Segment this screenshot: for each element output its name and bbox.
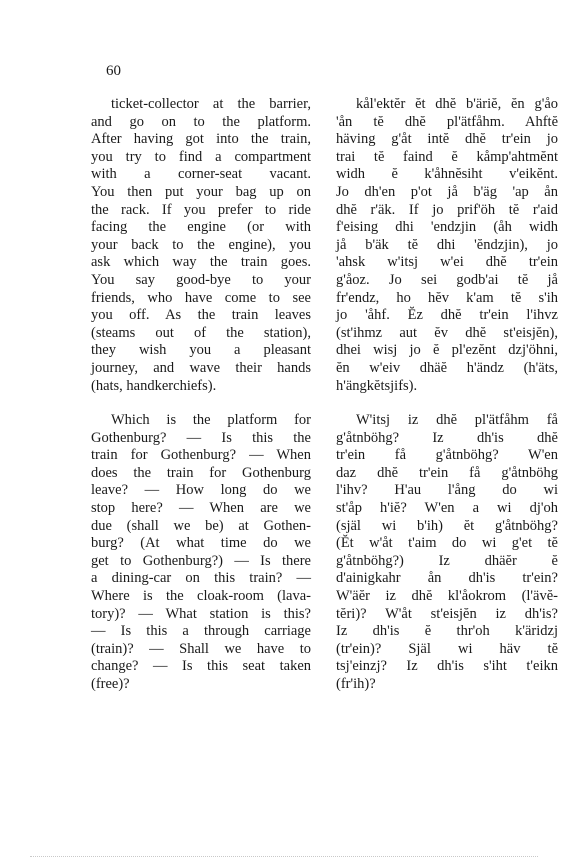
page-bottom-rule: [30, 856, 538, 857]
english-text-line: your back to the engine), you: [91, 236, 311, 253]
english-text-line: — Is this a through carriage: [91, 623, 311, 640]
english-text-line: does the train for Gothenburg: [91, 464, 311, 481]
phonetic-text-line: Jo dh'en p'ot jå b'äg 'ap ån: [336, 183, 558, 200]
english-text-line: they wish you a pleasant: [91, 342, 311, 359]
phonetic-text-line: (själ wi b'ih) ĕt g'åtnböhg?: [336, 517, 558, 534]
phonetic-text-line: widh ĕ k'åhnĕsiht v'eikĕnt.: [336, 166, 558, 183]
phonetic-text-line: tsj'einzj? Iz dh'is s'iht t'eikn: [336, 658, 558, 675]
phonetic-text-line: W'itsj iz dhĕ pl'ätfåhm få: [356, 412, 558, 429]
english-text-line: Where is the cloak-room (lava-: [91, 588, 311, 605]
english-text-line: Which is the platform for: [111, 412, 311, 429]
page-number: 60: [106, 63, 121, 79]
english-text-line: change? — Is this seat taken: [91, 658, 311, 675]
phonetic-text-line: kål'ektĕr ĕt dhĕ b'äriĕ, ĕn g'åo: [356, 96, 558, 112]
phonetic-text-line: fr'endz, ho hĕv k'am tĕ s'ih: [336, 289, 558, 306]
english-text-line: with a corner-seat vacant.: [91, 166, 311, 183]
english-text-line: burg? (At what time do we: [91, 535, 311, 552]
phonetic-text-line: l'ihv? H'au l'ång do wi: [336, 482, 558, 499]
phonetic-text-line: dhei wisj jo ĕ pl'ezĕnt dzj'öhni,: [336, 342, 558, 359]
phonetic-text-line: (tr'ein)? Själ wi häv tĕ: [336, 640, 558, 657]
phonetic-text-paragraph: [336, 412, 558, 694]
english-text-line: stop here? — When are we: [91, 500, 311, 517]
english-text-line: get to Gothenburg?) — Is there: [91, 552, 311, 569]
english-text-line: (hats, handkerchiefs).: [91, 377, 217, 394]
english-text-line: (free)?: [91, 676, 130, 692]
english-text-line: the rack. If you prefer to ride: [91, 201, 311, 218]
english-text-line: facing the engine (or with: [91, 219, 311, 236]
english-text-line: friends, who have come to see: [91, 289, 311, 306]
english-text-line: ticket-collector at the barrier,: [111, 96, 311, 112]
phonetic-text-line: h'ängkĕtsjifs).: [336, 377, 418, 394]
phonetic-text-line: jo 'åhf. Ĕz dhĕ tr'ein l'ihvz: [336, 307, 558, 324]
phonetic-text-line: g'åtnböhg? Iz dh'is dhĕ: [336, 429, 558, 446]
phonetic-column: [336, 96, 558, 694]
english-text-line: journey, and wave their hands: [91, 359, 311, 376]
phonetic-text-line: (fr'ih)?: [336, 676, 376, 692]
phonetic-text-line: jå b'äk tĕ dhi 'ĕndzjin), jo: [336, 236, 558, 253]
phonetic-text-line: 'ahsk w'itsj w'ei dhĕ tr'ein: [336, 254, 558, 271]
phonetic-text-line: st'åp h'iĕ? W'en a wi dj'oh: [336, 500, 558, 517]
phonetic-text-line: (Ĕt w'åt t'aim do wi g'et tĕ: [336, 535, 558, 552]
english-text-line: After having got into the train,: [91, 131, 311, 148]
phonetic-text-line: g'åtnböhg?) Iz dhäĕr ĕ: [336, 552, 558, 569]
phonetic-text-line: trai tĕ faind ĕ kåmp'ahtmĕnt: [336, 148, 558, 165]
phonetic-text-line: 'ån tĕ dhĕ pl'ätfåhm. Ahftĕ: [336, 113, 558, 130]
english-text-line: you try to find a compartment: [91, 148, 311, 165]
phonetic-text-line: tr'ein få g'åtnböhg? W'en: [336, 447, 558, 464]
english-text-line: train for Gothenburg? — When: [91, 447, 311, 464]
phonetic-text-line: W'äĕr iz dhĕ kl'åokrom (l'ävĕ-: [336, 588, 558, 605]
english-text-line: You say good-bye to your: [91, 271, 311, 288]
english-text-paragraph: [91, 412, 311, 694]
english-text-line: a dining-car on this train? —: [91, 570, 311, 587]
english-text-line: ask which way the train goes.: [91, 254, 311, 271]
phonetic-text-line: Iz dh'is ĕ thr'oh k'äridzj: [336, 623, 558, 640]
english-text-line: due (shall we be) at Gothen-: [91, 517, 311, 534]
phonetic-text-line: g'åoz. Jo sei godb'ai tĕ jå: [336, 271, 558, 288]
phonetic-text-line: (st'ihmz aut ĕv dhĕ st'eisjĕn),: [336, 324, 558, 341]
phonetic-text-line: d'ainigkahr ån dh'is tr'ein?: [336, 570, 558, 587]
english-text-paragraph: [91, 96, 311, 395]
phonetic-text-line: dhĕ r'äk. If jo prif'öh tĕ r'aid: [336, 201, 558, 218]
phonetic-text-line: daz dhĕ tr'ein få g'åtnböhg: [336, 464, 558, 481]
english-text-line: Gothenburg? — Is this the: [91, 429, 311, 446]
english-text-line: you off. As the train leaves: [91, 307, 311, 324]
phonetic-text-line: f'eising dhi 'endzjin (åh widh: [336, 219, 558, 236]
english-text-line: You then put your bag up on: [91, 183, 311, 200]
english-text-line: leave? — How long do we: [91, 482, 311, 499]
phonetic-text-line: ĕn w'eiv dhäĕ h'ändz (h'äts,: [336, 359, 558, 376]
phonetic-text-line: tĕri)? W'åt st'eisjĕn iz dh'is?: [336, 605, 558, 622]
english-text-line: tory)? — What station is this?: [91, 605, 311, 622]
english-column: [91, 96, 311, 694]
english-text-line: (train)? — Shall we have to: [91, 640, 311, 657]
phonetic-text-line: häving g'åt intĕ dhĕ tr'ein jo: [336, 131, 558, 148]
phonetic-text-paragraph: [336, 96, 558, 395]
english-text-line: and go on to the platform.: [91, 113, 311, 130]
english-text-line: (steams out of the station),: [91, 324, 311, 341]
